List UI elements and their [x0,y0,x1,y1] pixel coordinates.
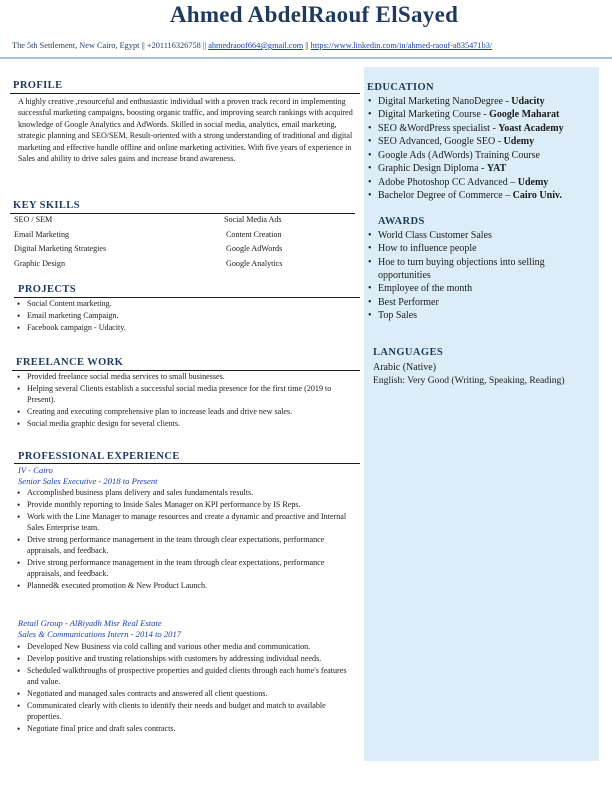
skill-item: Digital Marketing Strategies [14,244,107,254]
list-item: • Provided freelance social media services to small businesses. [17,372,357,383]
skill-item: SEO / SEM [14,215,53,224]
job-company: Retail Group - AlRiyadh Misr Real Estate [18,618,162,628]
list-item: • Negotiated and managed sales contracts and answered all client questions. [17,689,359,700]
list-item: • Scheduled walkthroughs of prospective properties and guided clients through each home's features and value. [17,666,359,687]
job-company: IV - Cairo [18,465,53,475]
list-item: • World Class Customer Sales [368,230,590,243]
list-item: • Digital Marketing NanoDegree - Udacity [368,96,598,109]
email-link[interactable]: ahmedraoof664@gmail.com [208,41,304,50]
projects-list [17,299,347,336]
skills-grid [14,215,354,273]
freelance-rule [12,370,360,371]
language-item: English: Very Good (Writing, Speaking, Reading) [373,375,565,386]
skill-item: Graphic Design [14,258,66,268]
list-item: • Accomplished business plans delivery and sales fundamentals results. [17,488,355,499]
skills-row [14,244,354,259]
awards-heading: AWARDS [378,216,425,227]
list-item: • SEO &WordPress specialist - Yoast Academy [368,123,598,136]
list-item: • Social media graphic design for several clients. [17,419,357,430]
list-item: • Drive strong performance management in the team through clear expectations, performance appraisals, and feedback. [17,558,355,579]
key-skills-rule [10,213,355,214]
list-item: • Employee of the month [368,283,590,296]
list-item: • Adobe Photoshop CC Advanced – Udemy [368,177,598,190]
projects-heading: PROJECTS [18,284,77,295]
education-heading: EDUCATION [367,82,434,93]
list-item: • Facebook campaign - Udacity. [17,323,347,334]
languages-heading: LANGUAGES [373,347,444,358]
skills-row [14,215,354,230]
list-item: • Social Content marketing. [17,299,347,310]
resume-name: Ahmed AbdelRaouf ElSayed [169,2,459,27]
skills-row [14,230,354,245]
linkedin-link[interactable]: https://www.linkedin.com/in/ahmed-raouf-a835471b3/ [310,41,493,50]
list-item: • Provide monthly reporting to Inside Sales Manager on KPI performance by IS Reps. [17,500,355,511]
list-item: • Digital Marketing Course - Google Maharat [368,109,598,122]
list-item: • Develop positive and trusting relationships with customers by addressing individual needs. [17,654,359,665]
awards-list [368,230,590,324]
list-item: • Hoe to turn buying objections into selling opportunities [368,257,590,282]
skill-item: Content Creation [226,229,282,239]
job-role: Sales & Communications Intern - 2014 to 2017 [18,629,182,639]
projects-rule [14,297,360,298]
contact-separator: || [303,41,311,50]
list-item: • Graphic Design Diploma - YAT [368,163,598,176]
list-item: • Top Sales [368,310,590,323]
freelance-list [17,372,357,431]
experience-heading: PROFESSIONAL EXPERIENCE [18,451,180,462]
address-phone: The 5th Settlement, New Cairo, Egypt || +201116326758 || [12,41,209,50]
contact-line [12,41,492,50]
list-item: • Google Ads (AdWords) Training Course [368,150,598,163]
list-item: • Negotiate final price and draft sales contracts. [17,724,359,735]
freelance-heading: FREELANCE WORK [16,357,124,368]
list-item: • Helping several Clients establish a successful social media presence for the first time (2019 to Present). [17,384,357,405]
list-item: • SEO Advanced, Google SEO - Udemy [368,136,598,149]
header-divider [0,57,612,59]
list-item: • Email marketing Campaign. [17,311,347,322]
experience-rule [14,463,360,464]
list-item: • Drive strong performance management in the team through clear expectations, performance appraisals, and feedback. [17,535,355,556]
key-skills-heading: KEY SKILLS [13,200,80,211]
list-item: • How to influence people [368,243,590,256]
skills-row [14,259,354,274]
list-item: • Bachelor Degree of Commerce – Cairo Univ. [368,190,598,203]
list-item: • Work with the Line Manager to manage resources and create a dynamic and proactive and Internal Sales Enterprise team. [17,512,355,533]
list-item: • Planned& executed promotion & New Product Launch. [17,581,355,592]
profile-rule [10,93,360,94]
job-2-list [17,642,359,736]
list-item: • Developed New Business via cold calling and various other media and communication. [17,642,359,653]
job-1-list [17,488,355,593]
language-item: Arabic (Native) [373,362,437,373]
education-list [368,96,598,204]
list-item: • Creating and executing comprehensive plan to increase leads and drive new sales. [17,407,357,418]
skill-item: Social Media Ads [224,215,282,224]
skill-item: Google Analytics [226,258,283,268]
job-role: Senior Sales Executive - 2018 to Present [18,476,158,486]
list-item: • Communicated clearly with clients to identify their needs and budget and match to available properties. [17,701,359,722]
skill-item: Email Marketing [14,229,70,239]
profile-text: A highly creative ,resourceful and enthusiastic individual with a proven track record in implementing successful marketing campaigns, boosting organic traffic, and improving search rankings with acquired knowledge of Google Analytics and AdWords. Skilled in social media, analytics, email marketing, strategic planning and SEO/SEM. Result-oriented with a strong understanding of traditional and digital marketing and effective handle offline and online marketing activities. With five years of experience in Sales and ability to drive sales gains and increase brand awareness. [18,97,353,164]
list-item: • Best Performer [368,297,590,310]
profile-heading: PROFILE [13,80,63,91]
skill-item: Google AdWords [226,244,283,254]
